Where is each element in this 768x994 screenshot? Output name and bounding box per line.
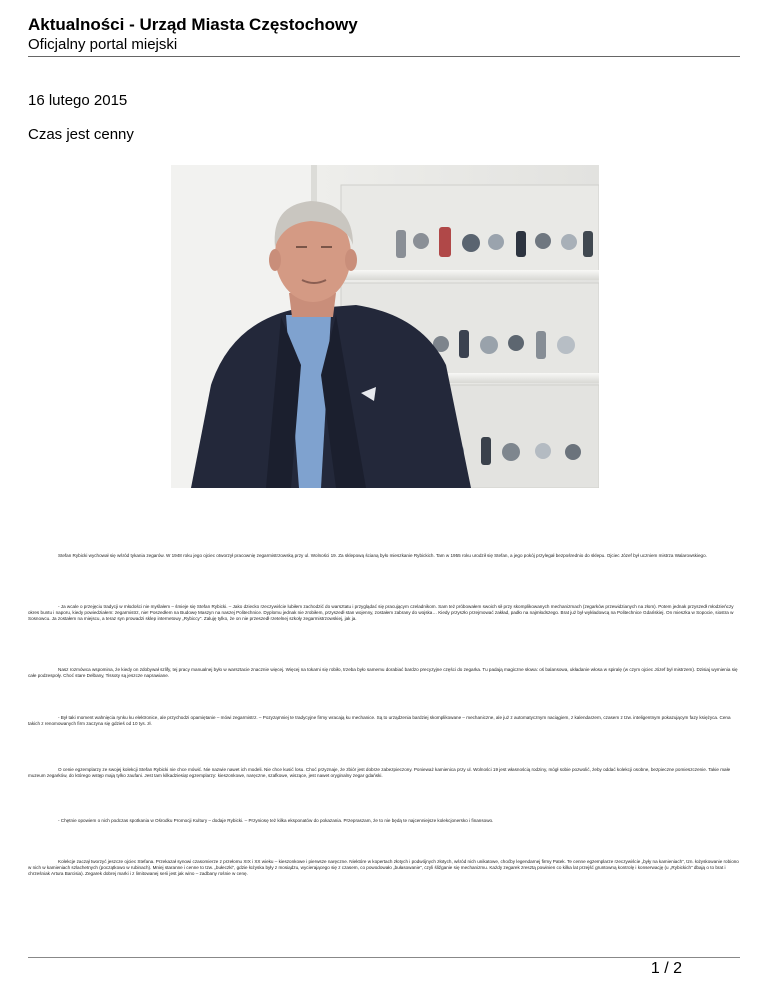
article-paragraph: - Chętnie opowiem o nich podczas spotkania w Ośrodku Promocji Kultury – dodaje Rybicki. – Przyniosę też kilka eksponatów do pokazania. Przepraszam, że to nie będą te najcenniejsze kolekcjonersko i finansowo. bbox=[58, 818, 494, 823]
site-title: Aktualności - Urząd Miasta Częstochowy bbox=[28, 15, 358, 34]
site-header bbox=[28, 14, 740, 54]
article-paragraph: O cenie egzemplarzy ze swojej kolekcji Stefan Rybicki nie chce mówić. Nie nazwie nawet ich modeli. Nie chce kusić losu. Choć przyznaje, że zbiór jest dobrze zabezpieczony. Ponieważ kamienica przy ul. Wolności 19 jest własnością rodziny, mógł sobie pozwolić, żeby oddać kolekcji osobne, bezpieczne pomieszczenie. Takie małe muzeum zegarków, do którego wstęp mają tylko zaufani. Jest tam kilkadziesiąt egzemplarzy: kieszonkowe, naręczne, szafkowe, wiszące, jest nawet oryginalny zegar gdański. bbox=[28, 767, 731, 778]
post-date: 16 lutego 2015 bbox=[28, 92, 128, 109]
article-photo bbox=[171, 165, 599, 488]
article-paragraph: Nasz rozmówca wspomina, że kiedy on zdobywał szlify, tej pracy manualnej było w warsztacie znacznie więcej. Więcej na tokarni się robiło, trzeba było samemu dorabiać bardzo precyzyjne części do zegarka. Tu padają magiczne słowa: oś balansowa, układanie włosa w spiralę (w czym ojciec Józef był mistrzem). Dzisiaj wymienia się całe podzespoły. Choć stare Delbany, Tissoty są jeszcze naprawiane. bbox=[28, 667, 738, 678]
article-paragraph: Stefan Rybicki wychował się wśród tykania zegarów. W 1948 roku jego ojciec otworzył pracownię zegarmistrzowską przy ul. Wolności 19. Za sklepową ścianą było mieszkanie Rybickich. Tam w 1955 roku urodził się Stefan, a jego pokój przylegał bezpośrednio do sklepu. Ojciec Józef był uczniem mistrza Walarowskiego. bbox=[58, 553, 707, 558]
portrait-photo bbox=[171, 165, 599, 488]
post-title: Czas jest cenny bbox=[28, 126, 134, 143]
page-number: 1 / 2 bbox=[650, 960, 682, 977]
header-divider bbox=[28, 56, 740, 57]
article-paragraph: - Ja wcale o przejęciu tradycji w młodości nie myślałem – śmieje się Stefan Rybicki. – Jako dziecko rzeczywiście lubiłem zachodzić do warsztatu i przyglądać się pracującym czeladnikom. Sam też próbowałem swoich sił przy skomplikowanych mechanizmach (zegarków przewidzianych na złom). Potem jednak przyszedł młodzieńczy okres buntu i naporu, kiedy powiedziałem: zegarmistrz, nie! Poszedłem na Budowę Maszyn na naszej Politechnice. Dyplomu jednak nie zrobiłem, przyszedł stan wojenny, zostałem zabrany do wojska… Kiedy przyszło przejmować zakład, padło na najmłodszego. Brat już był wykładowcą na Politechnice Gdańskiej. On mieszka w Sopocie, siostra w Sosnowcu. Ja zostałem na miejscu, a teraz syn prowadzi sklep internetowy „Rybiccy”. Zaluję tylko, że on nie przeszedł rzetelnej szkoły zegarmistrzowskiej, jak ja. bbox=[28, 604, 734, 621]
footer-divider bbox=[28, 957, 740, 958]
article-paragraph: Kolekcje zaczął tworzyć jeszcze ojciec Stefana. Przekazał synowi czasomierze z przełomu XIX i XX wieku – kieszonkowe i pierwsze naręczne. Niektóre w kopertach złotych i podwójnych złotych, wśród nich unikatowe, choćby legendarnej firmy Patek. Te cenne egzemplarze rzeczywiście „były na kamieniach”, tzn. łożyskowanie robiono w nich w kamieniach szlachetnych (początkowo w rubinach). Mniej staranne i cenne to tzw. „bułeczki”, gdzie łożyska były z mosiądzu, wycierającego się z czasem, co powodowało „bułasowanie”, czyli śliźganie się mechanizmu. Każdy zegarek zresztą powinien co kilka lat przejść gruntowną kontrolę i konserwację (u „Rybickich” dbają o to brat i chrześniak Artura Barcisia). Zegarek dobrej marki i z limitowanej serii jest jak wino – zadbany rośnie w cenę. bbox=[28, 859, 739, 876]
site-subtitle: Oficjalny portal miejski bbox=[28, 36, 178, 53]
article-paragraph: - Był taki moment wahnięcia rynku ku elektronice, ale przychodzi opamiętanie – mówi zegarmistrz. – Pozyząmniej te tradycyjne firmy wracają ku mechanice. Są to urządzenia bardziej skomplikowane – mechaniczne, ale już z automatycznym naciągiem, z kalendarzem, czasem z tzw. inteligentnym pokazującym fazy księżyca. Cena takich z renomowanych firm zaczyna się gdzieś od 10 tys. zł. bbox=[28, 715, 731, 726]
